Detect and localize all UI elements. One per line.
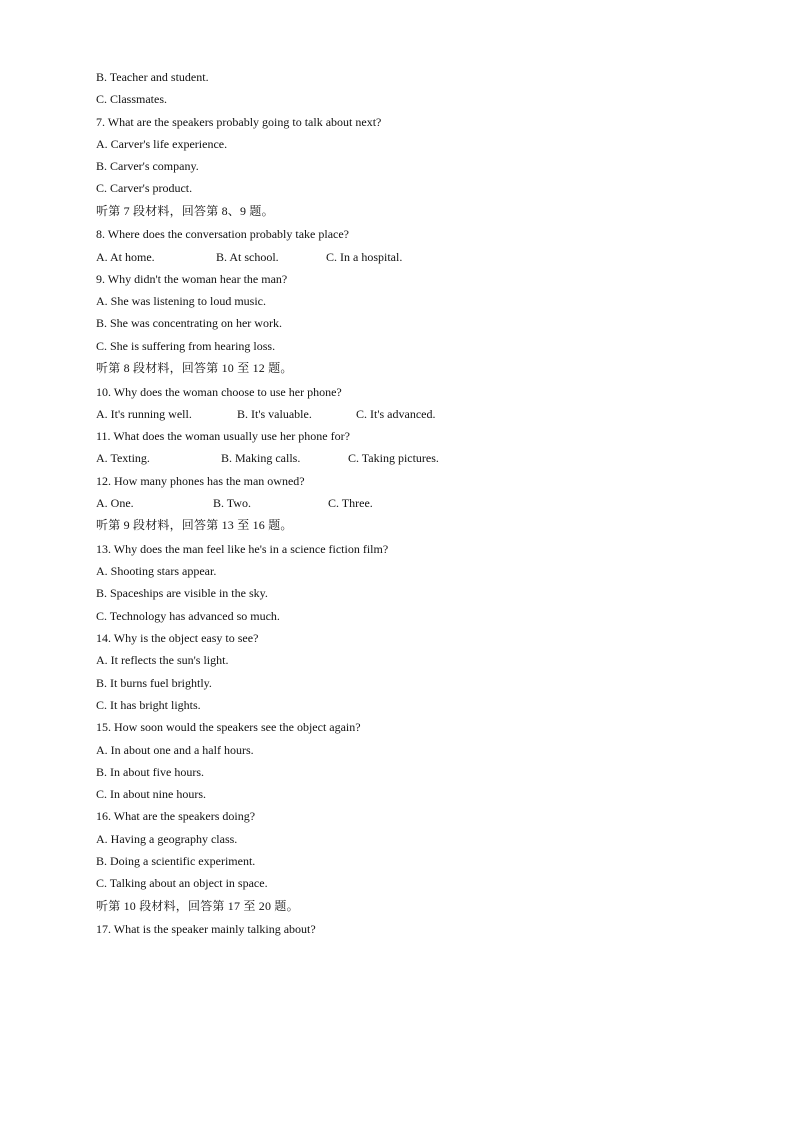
q11-option-b: B. Making calls. (221, 451, 301, 466)
q6-option-c: C. Classmates. (96, 92, 167, 107)
question-15: 15. How soon would the speakers see the object again? (96, 720, 361, 735)
q7-option-a: A. Carver's life experience. (96, 136, 228, 151)
q14-option-c: C. It has bright lights. (96, 697, 201, 712)
q8-option-a: A. At home. (96, 249, 155, 264)
q10-options (96, 405, 736, 427)
question-12: 12. How many phones has the man owned? (96, 473, 305, 488)
q16-option-a: A. Having a geography class. (96, 831, 238, 846)
q14-option-b: B. It burns fuel brightly. (96, 675, 212, 690)
q13-option-a: A. Shooting stars appear. (96, 564, 217, 579)
q10-option-a: A. It's running well. (96, 406, 192, 421)
q11-option-a: A. Texting. (96, 451, 150, 466)
question-13: 13. Why does the man feel like he's in a science fiction film? (96, 541, 389, 556)
section-instruction-9: 听第 9 段材料，回答第 13 至 16 题。 (96, 518, 293, 533)
section-instruction-10: 听第 10 段材料，回答第 17 至 20 题。 (96, 898, 299, 913)
q9-option-a: A. She was listening to loud music. (96, 294, 266, 309)
q8-option-b: B. At school. (216, 249, 279, 264)
q8-option-c: C. In a hospital. (326, 249, 403, 264)
q9-option-b: B. She was concentrating on her work. (96, 316, 282, 331)
q8-options (96, 248, 736, 270)
q10-option-b: B. It's valuable. (237, 406, 312, 421)
q9-option-c: C. She is suffering from hearing loss. (96, 338, 276, 353)
q12-options (96, 494, 736, 516)
exam-page (96, 68, 736, 942)
q7-option-b: B. Carver's company. (96, 159, 199, 174)
q15-option-c: C. In about nine hours. (96, 787, 206, 802)
q16-option-c: C. Talking about an object in space. (96, 876, 268, 891)
q16-option-b: B. Doing a scientific experiment. (96, 854, 256, 868)
q7-option-c: C. Carver's product. (96, 181, 193, 196)
q15-option-a: A. In about one and a half hours. (96, 742, 254, 757)
question-11: 11. What does the woman usually use her phone for? (96, 429, 350, 444)
question-9: 9. Why didn't the woman hear the man? (96, 271, 288, 286)
q14-option-a: A. It reflects the sun's light. (96, 653, 229, 668)
q13-option-c: C. Technology has advanced so much. (96, 608, 280, 623)
section-instruction-8: 听第 8 段材料，回答第 10 至 12 题。 (96, 361, 293, 376)
question-17: 17. What is the speaker mainly talking about? (96, 922, 316, 937)
q10-option-c: C. It's advanced. (356, 406, 436, 421)
q12-option-b: B. Two. (213, 496, 251, 511)
question-16: 16. What are the speakers doing? (96, 809, 256, 824)
q13-option-b: B. Spaceships are visible in the sky. (96, 586, 268, 601)
q11-options (96, 449, 736, 471)
question-7: 7. What are the speakers probably going to talk about next? (96, 114, 382, 129)
q12-option-c: C. Three. (328, 496, 373, 511)
question-8: 8. Where does the conversation probably take place? (96, 227, 350, 242)
q15-option-b: B. In about five hours. (96, 764, 204, 779)
q11-option-c: C. Taking pictures. (348, 451, 439, 466)
question-10: 10. Why does the woman choose to use her phone? (96, 384, 342, 399)
q6-option-b: B. Teacher and student. (96, 70, 209, 84)
q12-option-a: A. One. (96, 496, 134, 511)
section-instruction-7: 听第 7 段材料，回答第 8、9 题。 (96, 203, 274, 218)
question-14: 14. Why is the object easy to see? (96, 631, 259, 646)
